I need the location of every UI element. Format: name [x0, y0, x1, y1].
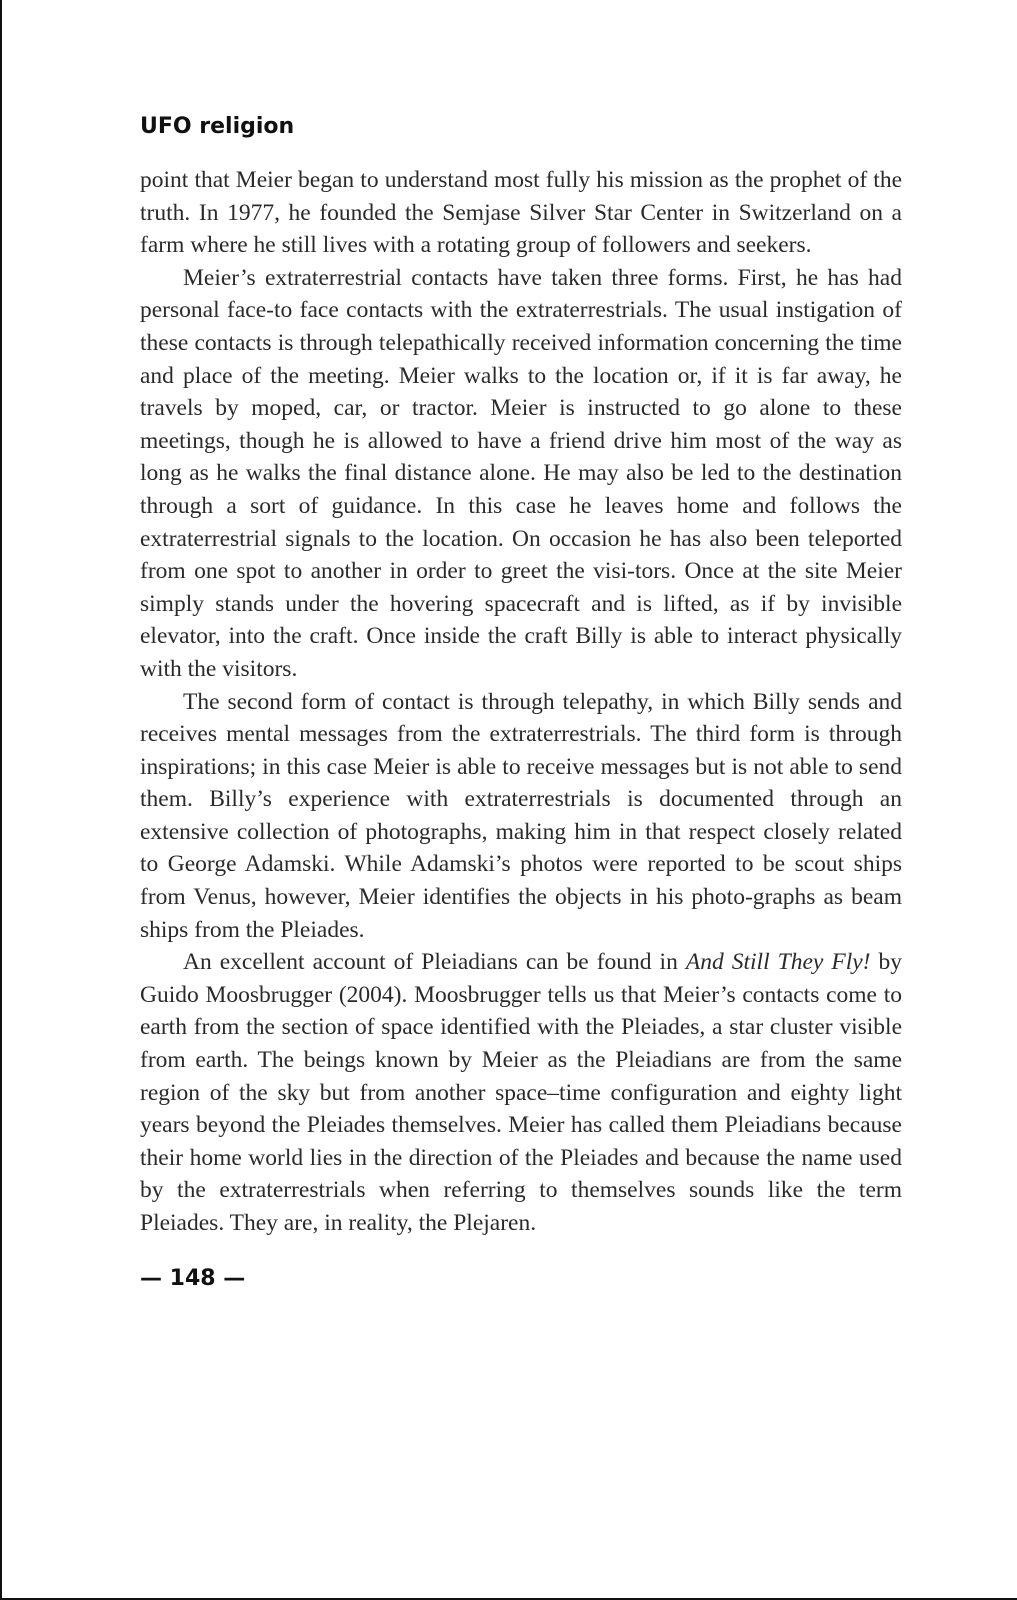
running-head: UFO religion	[140, 114, 295, 139]
book-page	[140, 112, 902, 1294]
book-title-italic: And Still They Fly!	[685, 949, 871, 976]
paragraph-4-rest: by Guido Moosbrugger (2004). Moosbrugger tells us that Meier’s contacts come to earth from the section of space identified with the Pleiades, a star cluster visible from earth. The beings known by Meier as the Pleiadians are from the same region of the sky but from another space–time configuration and eighty light years beyond the Pleiades themselves. Meier has called them Pleiadians because their home world lies in the direction of the Pleiades and because the name used by the extraterrestrials when referring to themselves sounds like the term Pleiades. They are, in reality, the Plejaren.	[140, 949, 903, 1236]
paragraph-4-lead: An excellent account of Pleiadians can be found in	[183, 949, 686, 976]
paragraph-4	[140, 946, 902, 1239]
body-text	[140, 164, 902, 1240]
paragraph-3: The second form of contact is through telepathy, in which Billy sends and receives mental messages from the extraterrestrials. The third form is through inspirations; in this case Meier is able to receive messages but is not able to send them. Billy’s experience with extraterrestrials is documented through an extensive collection of photographs, making him in that respect closely related to George Adamski. While Adamski’s photos were reported to be scout ships from Venus, however, Meier identifies the objects in his photo-graphs as beam ships from the Pleiades.	[140, 688, 902, 943]
page-left-border	[0, 0, 2, 1600]
page-number: — 148 —	[140, 1265, 246, 1291]
paragraph-2: Meier’s extraterrestrial contacts have taken three forms. First, he has had personal face-to face contacts with the extraterrestrials. The usual instigation of these contacts is through telepathically received information concerning the time and place of the meeting. Meier walks to the location or, if it is far away, he travels by moped, car, or tractor. Meier is instructed to go alone to these meetings, though he is allowed to have a friend drive him most of the way as long as he walks the final distance alone. He may also be led to the destination through a sort of guidance. In this case he leaves home and follows the extraterrestrial signals to the location. On occasion he has also been teleported from one spot to another in order to greet the visi-tors. Once at the site Meier simply stands under the hovering spacecraft and is lifted, as if by invisible elevator, into the craft. Once inside the craft Billy is able to interact physically with the visitors.	[140, 264, 902, 682]
paragraph-1: point that Meier began to understand most fully his mission as the prophet of the truth. In 1977, he founded the Semjase Silver Star Center in Switzerland on a farm where he still lives with a rotating group of followers and seekers.	[140, 167, 902, 259]
